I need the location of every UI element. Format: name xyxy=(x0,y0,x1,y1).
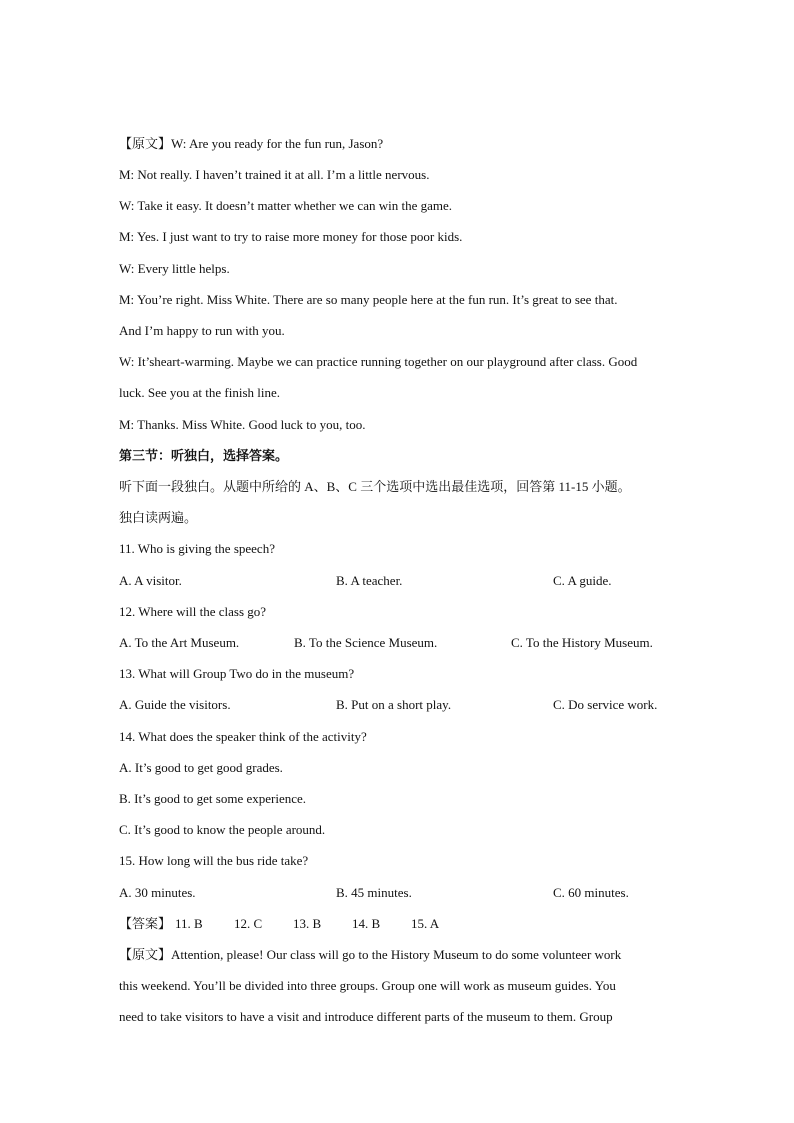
option-c: C. A guide. xyxy=(553,573,612,588)
option-c: C. 60 minutes. xyxy=(553,885,629,900)
transcript-text: Attention, please! Our class will go to the History Museum to do some volunteer work xyxy=(171,947,622,962)
option-b: B. It’s good to get some experience. xyxy=(119,791,307,806)
option-b: B. 45 minutes. xyxy=(336,885,412,900)
option-c: C. It’s good to know the people around. xyxy=(119,822,326,837)
transcript-line: W: It’sheart-warming. Maybe we can practice running together on our playground after class. Good xyxy=(119,354,638,369)
transcript-label: 【原文】 xyxy=(119,947,172,962)
transcript-line: W: Every little helps. xyxy=(119,261,230,276)
transcript-line: M: Not really. I haven’t trained it at all. I’m a little nervous. xyxy=(119,167,430,182)
question-text: 11. Who is giving the speech? xyxy=(119,541,275,556)
option-a: A. 30 minutes. xyxy=(119,885,196,900)
option-a: A. A visitor. xyxy=(119,573,182,588)
option-b: B. Put on a short play. xyxy=(336,697,452,712)
transcript-line: this weekend. You’ll be divided into three groups. Group one will work as museum guides. You xyxy=(119,978,616,993)
question-text: 15. How long will the bus ride take? xyxy=(119,853,309,868)
answer-item: 13. B xyxy=(293,916,322,931)
question-text: 13. What will Group Two do in the museum? xyxy=(119,666,355,681)
option-a: A. Guide the visitors. xyxy=(119,697,231,712)
option-c: C. Do service work. xyxy=(553,697,658,712)
transcript-line: M: Thanks. Miss White. Good luck to you, too. xyxy=(119,417,366,432)
transcript-line: And I’m happy to run with you. xyxy=(119,323,285,338)
option-b: B. To the Science Museum. xyxy=(294,635,438,650)
answer-item: 11. B xyxy=(175,916,203,931)
option-a: A. To the Art Museum. xyxy=(119,635,240,650)
answer-key xyxy=(119,916,171,932)
answer-item: 14. B xyxy=(352,916,381,931)
transcript-line: luck. See you at the finish line. xyxy=(119,385,281,400)
section-instruction: 独白读两遍。 xyxy=(119,510,198,525)
transcript-line: M: You’re right. Miss White. There are so many people here at the fun run. It’s great to see that. xyxy=(119,292,618,307)
section-instruction: 听下面一段独白。从题中所给的 A、B、C 三个选项中选出最佳选项，回答第 11-15 小题。 xyxy=(119,479,631,494)
transcript-text: W: Are you ready for the fun run, Jason? xyxy=(171,136,384,151)
transcript-line: W: Take it easy. It doesn’t matter whether we can win the game. xyxy=(119,198,452,213)
transcript-line xyxy=(119,136,383,152)
section-heading: 第三节：听独白，选择答案。 xyxy=(119,448,289,463)
answer-label: 【答案】 xyxy=(119,916,172,931)
transcript-label: 【原文】 xyxy=(119,136,172,151)
transcript-line: M: Yes. I just want to try to raise more money for those poor kids. xyxy=(119,229,463,244)
transcript-line: need to take visitors to have a visit and introduce different parts of the museum to them. Group xyxy=(119,1009,613,1024)
transcript-line xyxy=(119,947,621,963)
question-text: 14. What does the speaker think of the activity? xyxy=(119,729,367,744)
option-b: B. A teacher. xyxy=(336,573,403,588)
question-text: 12. Where will the class go? xyxy=(119,604,267,619)
answer-item: 15. A xyxy=(411,916,440,931)
option-c: C. To the History Museum. xyxy=(511,635,653,650)
option-a: A. It’s good to get good grades. xyxy=(119,760,283,775)
answer-item: 12. C xyxy=(234,916,263,931)
